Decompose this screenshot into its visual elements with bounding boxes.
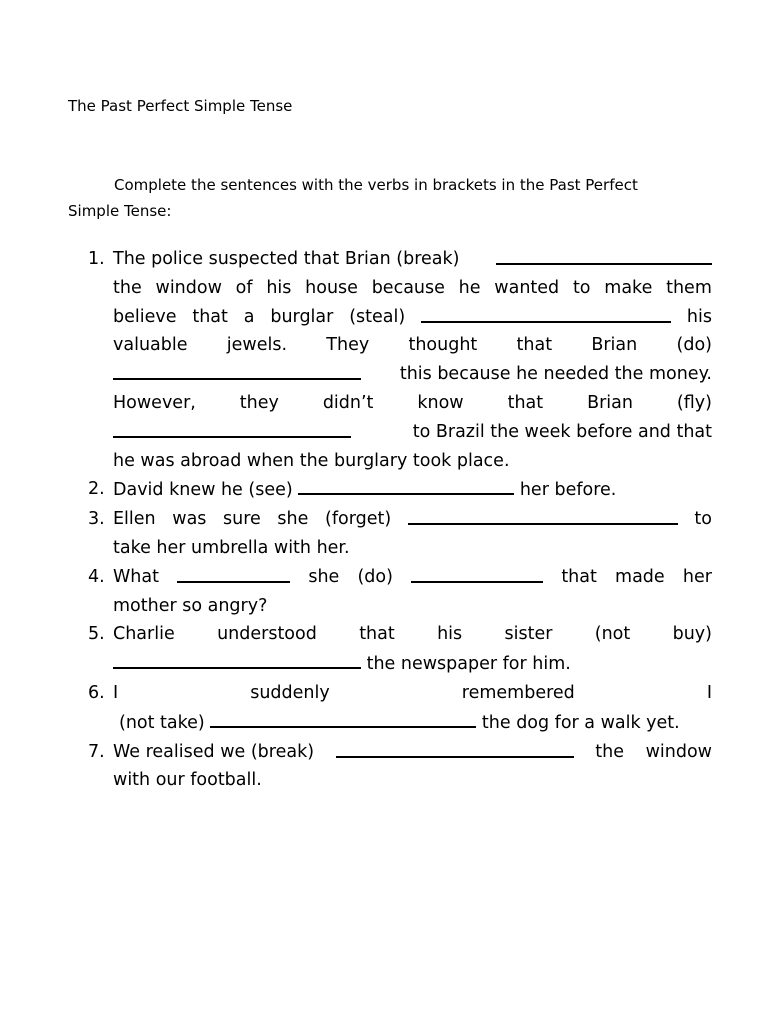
exercise-item-1 (88, 245, 712, 475)
word: buy) (672, 624, 712, 645)
word: to (694, 509, 712, 530)
answer-blank[interactable] (113, 418, 351, 438)
line (113, 389, 712, 418)
word: Brian (587, 392, 633, 413)
word: his (686, 306, 712, 327)
word: know (417, 392, 464, 413)
instructions-line-2: Simple Tense: (68, 202, 172, 220)
word: her (682, 566, 712, 587)
word: believe (113, 306, 177, 327)
word: Ellen (113, 509, 156, 530)
word: house (305, 277, 358, 298)
item-number: 1. (88, 249, 105, 269)
page-title: The Past Perfect Simple Tense (68, 97, 293, 115)
word: to (572, 277, 591, 298)
word: that (359, 624, 395, 645)
word: (do) (676, 335, 712, 356)
instructions-line-1: Complete the sentences with the verbs in brackets in the Past Perfect (114, 176, 638, 194)
item-number: 7. (88, 741, 105, 762)
line (113, 708, 712, 738)
word: he (458, 277, 481, 298)
word: that (507, 392, 544, 413)
word: remembered (461, 682, 575, 703)
word: I (113, 682, 119, 703)
exercise-item-7 (88, 738, 712, 796)
word: was (172, 509, 207, 530)
text: the newspaper for him. (366, 654, 571, 675)
line: take her umbrella with her. (113, 537, 350, 558)
line (113, 738, 712, 767)
line (113, 245, 712, 274)
word: his (266, 277, 292, 298)
word: the (595, 741, 624, 762)
word: his (437, 624, 463, 645)
item-number: 3. (88, 509, 105, 530)
text: (not take) (119, 712, 205, 733)
line (113, 679, 712, 708)
exercise-list (88, 245, 712, 795)
line (113, 303, 712, 332)
word: the (113, 277, 142, 298)
exercise-item-4 (88, 563, 712, 621)
line (113, 475, 712, 505)
item-number: 4. (88, 566, 105, 587)
word: that (561, 566, 597, 587)
line (113, 563, 712, 592)
answer-blank[interactable] (177, 563, 290, 583)
word: window (155, 277, 222, 298)
word: a (243, 306, 255, 327)
answer-blank[interactable] (113, 360, 361, 380)
exercise-item-2 (88, 475, 712, 505)
word: valuable (113, 335, 188, 356)
answer-blank[interactable] (496, 245, 712, 265)
answer-blank[interactable] (411, 563, 543, 583)
word: However, (113, 392, 196, 413)
word: wanted (494, 277, 560, 298)
item-number: 5. (88, 624, 105, 645)
word: she (277, 509, 309, 530)
word: make (604, 277, 653, 298)
word: sister (504, 624, 553, 645)
answer-blank[interactable] (421, 303, 671, 323)
line (113, 274, 712, 303)
text: her before. (519, 480, 617, 501)
word: They (326, 335, 370, 356)
exercise-item-5 (88, 620, 712, 679)
line: mother so angry? (113, 595, 268, 616)
word: thought (408, 335, 478, 356)
item-number: 6. (88, 682, 105, 703)
line (113, 418, 712, 447)
word: (fly) (676, 392, 712, 413)
word: I (706, 682, 712, 703)
line: he was abroad when the burglary took place. (113, 450, 510, 471)
text: to Brazil the week before and that (412, 421, 712, 442)
word: made (615, 566, 665, 587)
word: because (371, 277, 445, 298)
word: them (666, 277, 712, 298)
exercise-item-6 (88, 679, 712, 738)
word: Brian (591, 335, 638, 356)
line (113, 360, 712, 389)
word: suddenly (250, 682, 330, 703)
line (113, 649, 712, 679)
word: jewels. (226, 335, 288, 356)
word: that (192, 306, 228, 327)
word: Charlie (113, 624, 175, 645)
line (113, 331, 712, 360)
word: sure (223, 509, 261, 530)
word: they (239, 392, 279, 413)
answer-blank[interactable] (298, 475, 514, 495)
answer-blank[interactable] (408, 505, 678, 525)
word: window (645, 741, 712, 762)
answer-blank[interactable] (336, 738, 574, 758)
instructions (68, 172, 698, 224)
word: (do) (357, 566, 393, 587)
word: she (308, 566, 340, 587)
word: of (235, 277, 253, 298)
answer-blank[interactable] (113, 649, 361, 669)
word: (not (594, 624, 631, 645)
word: that (516, 335, 553, 356)
text: the dog for a walk yet. (481, 712, 680, 733)
word: didn’t (322, 392, 374, 413)
item-number: 2. (88, 479, 105, 500)
line: with our football. (113, 770, 262, 791)
word: What (113, 566, 159, 587)
line (113, 620, 712, 649)
text: We realised we (break) (113, 741, 315, 762)
text: David knew he (see) (113, 480, 293, 501)
line (113, 505, 712, 534)
text: The police suspected that Brian (break) (113, 249, 460, 269)
word: (steal) (349, 306, 406, 327)
word: burglar (270, 306, 334, 327)
word: understood (217, 624, 317, 645)
exercise-item-3 (88, 505, 712, 563)
text: this because he needed the money. (399, 364, 712, 385)
answer-blank[interactable] (210, 708, 476, 728)
word: (forget) (325, 509, 392, 530)
